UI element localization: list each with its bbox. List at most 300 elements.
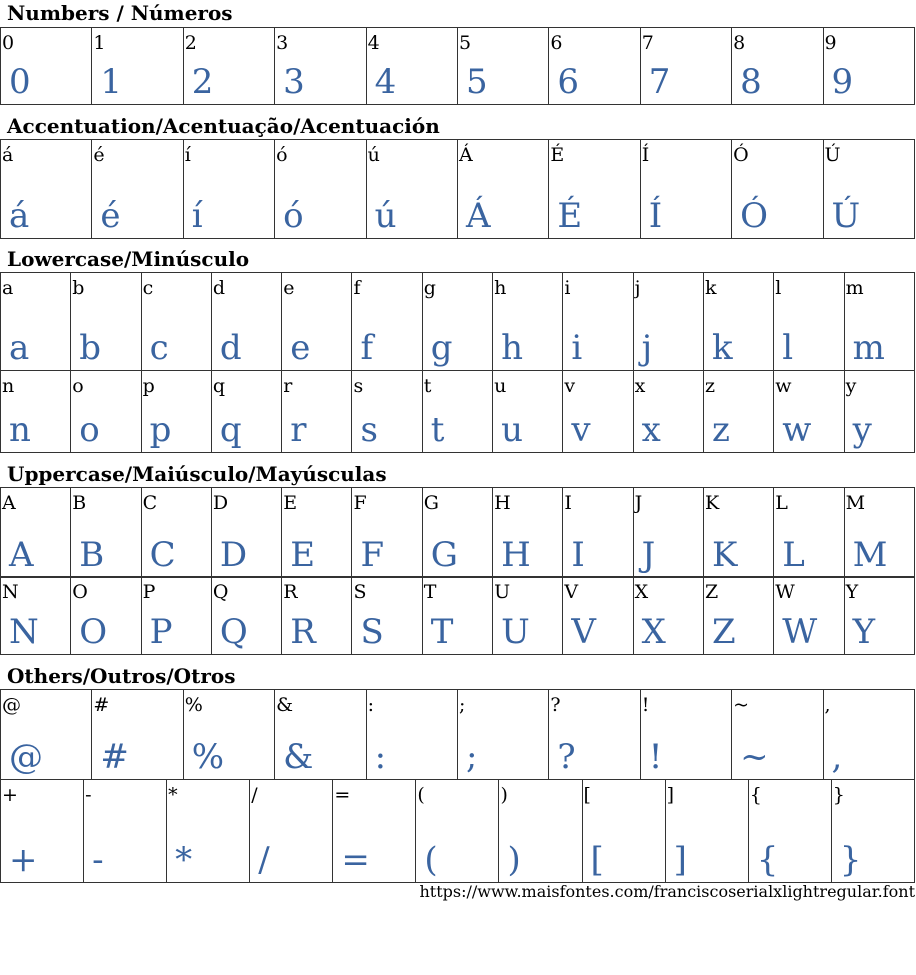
glyph-sample: I — [571, 535, 585, 575]
glyph-cell — [422, 577, 492, 655]
glyph-row — [1, 690, 915, 780]
glyph-cell — [366, 28, 457, 105]
glyph-cell — [1, 690, 92, 780]
glyph-sample: u — [501, 410, 523, 450]
glyph-sample: 0 — [9, 62, 31, 102]
character-label: + — [2, 784, 18, 806]
character-label: ; — [458, 694, 466, 716]
glyph-cell — [563, 273, 633, 371]
glyph-cell — [92, 140, 183, 239]
character-label: Í — [641, 144, 650, 166]
glyph-sample: e — [290, 328, 311, 368]
section-title-others: Others/Outros/Otros — [7, 664, 236, 688]
uppercase-grid-row-2 — [0, 576, 915, 655]
character-label: 8 — [733, 32, 746, 54]
glyph-cell — [352, 488, 422, 578]
glyph-cell — [633, 273, 703, 371]
numbers-grid — [0, 27, 915, 105]
character-label: g — [423, 277, 436, 299]
glyph-row — [1, 371, 915, 453]
glyph-cell — [211, 488, 281, 578]
glyph-row — [1, 577, 915, 655]
glyph-sample: W — [782, 612, 818, 652]
glyph-cell — [493, 577, 563, 655]
glyph-sample: { — [756, 840, 779, 880]
glyph-cell — [563, 371, 633, 453]
character-label: [ — [583, 784, 591, 806]
glyph-sample: X — [641, 612, 666, 652]
character-label: % — [184, 694, 203, 716]
glyph-sample: 5 — [465, 62, 488, 102]
glyph-sample: o — [79, 410, 100, 450]
glyph-sample: 3 — [283, 62, 305, 102]
glyph-cell — [633, 371, 703, 453]
character-label: e — [283, 277, 295, 299]
character-label: 1 — [93, 32, 106, 54]
character-label: 5 — [458, 32, 472, 54]
glyph-sample: i — [571, 328, 583, 368]
glyph-cell — [823, 690, 914, 780]
glyph-cell — [844, 577, 914, 655]
glyph-sample: g — [430, 328, 453, 368]
glyph-cell — [71, 577, 141, 655]
character-label: H — [494, 492, 511, 514]
character-label: ] — [666, 784, 675, 806]
glyph-cell — [549, 140, 640, 239]
character-label: n — [2, 375, 15, 397]
glyph-sample: r — [290, 410, 307, 450]
glyph-sample: ú — [374, 196, 397, 236]
character-label: é — [93, 144, 105, 166]
character-label: P — [142, 581, 156, 603]
glyph-cell — [275, 140, 366, 239]
glyph-cell — [633, 577, 703, 655]
glyph-sample: S — [360, 612, 384, 652]
glyph-sample: = — [341, 840, 370, 880]
glyph-sample: h — [501, 328, 523, 368]
glyph-sample: Ó — [740, 196, 768, 236]
character-label: í — [184, 144, 191, 166]
character-label: w — [775, 375, 792, 397]
glyph-cell — [493, 488, 563, 578]
glyph-sample: ! — [648, 737, 663, 777]
glyph-cell — [141, 273, 211, 371]
glyph-sample: d — [219, 328, 242, 368]
character-label: - — [85, 784, 92, 806]
glyph-sample: E — [290, 535, 316, 575]
glyph-sample: / — [258, 840, 270, 880]
character-label: Á — [458, 144, 473, 166]
glyph-cell — [499, 780, 582, 883]
section-title-numbers: Numbers / Números — [7, 1, 233, 25]
glyph-sample: 9 — [831, 62, 854, 102]
glyph-cell — [1, 577, 71, 655]
glyph-sample: + — [9, 840, 38, 880]
glyph-sample: } — [839, 840, 862, 880]
character-label: ) — [500, 784, 508, 806]
lowercase-grid-row-1 — [0, 272, 915, 371]
character-label: q — [212, 375, 226, 397]
character-label: d — [212, 277, 226, 299]
character-label: ( — [417, 784, 425, 806]
glyph-cell — [563, 488, 633, 578]
character-label: K — [704, 492, 720, 514]
glyph-sample: z — [711, 410, 730, 450]
glyph-sample: Í — [648, 196, 663, 236]
glyph-sample: y — [852, 410, 872, 450]
glyph-cell — [823, 140, 914, 239]
character-label: h — [494, 277, 507, 299]
character-label: ? — [550, 694, 561, 716]
glyph-cell — [250, 780, 333, 883]
lowercase-grid-row-2 — [0, 370, 915, 453]
glyph-sample: ] — [673, 840, 687, 880]
glyph-sample: P — [149, 612, 173, 652]
glyph-sample: @ — [9, 737, 43, 777]
glyph-cell — [282, 488, 352, 578]
glyph-cell — [1, 488, 71, 578]
character-label: F — [353, 492, 367, 514]
character-label: Ú — [824, 144, 841, 166]
glyph-sample: B — [79, 535, 105, 575]
glyph-cell — [416, 780, 499, 883]
glyph-cell — [211, 577, 281, 655]
glyph-cell — [457, 690, 548, 780]
glyph-cell — [844, 371, 914, 453]
glyph-sample: c — [149, 328, 169, 368]
glyph-cell — [774, 488, 844, 578]
glyph-sample: # — [100, 737, 129, 777]
footer-url: https://www.maisfontes.com/franciscoserialxlightregular.font — [419, 882, 915, 901]
glyph-sample: : — [374, 737, 387, 777]
glyph-cell — [141, 488, 211, 578]
character-label: ! — [641, 694, 650, 716]
glyph-sample: D — [219, 535, 248, 575]
character-label: i — [564, 277, 571, 299]
glyph-cell — [774, 371, 844, 453]
glyph-cell — [183, 690, 274, 780]
character-label: S — [353, 581, 367, 603]
glyph-sample: p — [149, 410, 172, 450]
glyph-cell — [703, 577, 773, 655]
glyph-cell — [457, 28, 548, 105]
character-label: Q — [212, 581, 229, 603]
character-label: : — [367, 694, 374, 716]
glyph-cell — [1, 780, 84, 883]
character-label: A — [2, 492, 16, 514]
glyph-cell — [1, 371, 71, 453]
glyph-sample: 6 — [557, 62, 579, 102]
glyph-sample: C — [149, 535, 176, 575]
character-label: T — [423, 581, 437, 603]
glyph-cell — [823, 28, 914, 105]
character-label: C — [142, 492, 158, 514]
glyph-sample: * — [175, 840, 193, 880]
glyph-cell — [640, 140, 731, 239]
character-label: ~ — [733, 694, 750, 716]
character-label: = — [334, 784, 351, 806]
glyph-sample: 8 — [740, 62, 762, 102]
character-label: u — [494, 375, 507, 397]
glyph-cell — [844, 488, 914, 578]
glyph-cell — [366, 690, 457, 780]
character-label: R — [283, 581, 298, 603]
character-label: O — [72, 581, 88, 603]
glyph-sample: T — [430, 612, 454, 652]
glyph-sample: , — [831, 737, 843, 777]
character-label: 0 — [2, 32, 15, 54]
glyph-sample: á — [9, 196, 30, 236]
glyph-cell — [831, 780, 914, 883]
glyph-cell — [1, 28, 92, 105]
uppercase-grid-row-1 — [0, 487, 915, 578]
character-label: W — [775, 581, 795, 603]
glyph-sample: ) — [507, 840, 521, 880]
glyph-cell — [1, 140, 92, 239]
glyph-sample: í — [191, 196, 203, 236]
glyph-cell — [366, 140, 457, 239]
glyph-cell — [703, 488, 773, 578]
glyph-cell — [774, 273, 844, 371]
glyph-cell — [774, 577, 844, 655]
glyph-sample: R — [290, 612, 316, 652]
glyph-sample: é — [100, 196, 121, 236]
glyph-sample: t — [430, 410, 445, 450]
character-label: M — [845, 492, 866, 514]
accentuation-grid — [0, 139, 915, 239]
character-label: ú — [367, 144, 380, 166]
glyph-cell — [275, 28, 366, 105]
glyph-cell — [275, 690, 366, 780]
glyph-sample: U — [501, 612, 530, 652]
character-label: m — [845, 277, 864, 299]
glyph-row — [1, 140, 915, 239]
glyph-cell — [352, 371, 422, 453]
character-label: j — [634, 277, 641, 299]
glyph-sample: 7 — [648, 62, 671, 102]
glyph-cell — [422, 371, 492, 453]
glyph-cell — [703, 273, 773, 371]
glyph-cell — [333, 780, 416, 883]
glyph-cell — [84, 780, 167, 883]
glyph-sample: - — [92, 840, 104, 880]
glyph-sample: O — [79, 612, 108, 652]
glyph-cell — [748, 780, 831, 883]
glyph-sample: K — [711, 535, 738, 575]
glyph-cell — [71, 273, 141, 371]
glyph-cell — [422, 273, 492, 371]
character-label: k — [704, 277, 717, 299]
glyph-sample: ? — [557, 737, 576, 777]
glyph-sample: s — [360, 410, 378, 450]
character-label: D — [212, 492, 229, 514]
glyph-sample: É — [557, 196, 583, 236]
character-label: N — [2, 581, 19, 603]
glyph-sample: 1 — [100, 62, 123, 102]
character-label: , — [824, 694, 831, 716]
glyph-sample: q — [219, 410, 242, 450]
glyph-cell — [92, 28, 183, 105]
glyph-sample: ; — [465, 737, 478, 777]
character-label: 2 — [184, 32, 197, 54]
glyph-row — [1, 273, 915, 371]
section-title-uppercase: Uppercase/Maiúsculo/Mayúsculas — [7, 462, 387, 486]
glyph-sample: Q — [219, 612, 248, 652]
glyph-cell — [352, 273, 422, 371]
glyph-sample: Y — [852, 612, 876, 652]
character-label: y — [845, 375, 857, 397]
others-grid-row-1 — [0, 689, 915, 780]
glyph-cell — [732, 28, 823, 105]
character-label: c — [142, 277, 154, 299]
character-label: t — [423, 375, 432, 397]
character-label: ó — [276, 144, 288, 166]
character-label: 6 — [550, 32, 563, 54]
character-label: f — [353, 277, 361, 299]
glyph-sample: a — [9, 328, 30, 368]
glyph-sample: Á — [465, 196, 491, 236]
glyph-sample: v — [571, 410, 591, 450]
glyph-sample: G — [430, 535, 458, 575]
character-label: * — [168, 784, 178, 806]
glyph-cell — [141, 577, 211, 655]
glyph-sample: ( — [424, 840, 438, 880]
others-grid-row-2 — [0, 779, 915, 883]
glyph-sample: Z — [711, 612, 736, 652]
glyph-cell — [71, 371, 141, 453]
character-label: a — [2, 277, 14, 299]
glyph-cell — [703, 371, 773, 453]
character-label: L — [775, 492, 788, 514]
glyph-row — [1, 780, 915, 883]
character-label: É — [550, 144, 565, 166]
character-label: { — [749, 784, 762, 806]
character-label: X — [634, 581, 649, 603]
character-label: 7 — [641, 32, 654, 54]
glyph-sample: m — [852, 328, 885, 368]
character-label: Ó — [733, 144, 749, 166]
glyph-cell — [549, 690, 640, 780]
glyph-cell — [183, 140, 274, 239]
glyph-cell — [582, 780, 665, 883]
glyph-sample: l — [782, 328, 794, 368]
character-label: E — [283, 492, 298, 514]
character-label: r — [283, 375, 293, 397]
glyph-cell — [665, 780, 748, 883]
glyph-cell — [844, 273, 914, 371]
glyph-sample: F — [360, 535, 385, 575]
glyph-sample: k — [711, 328, 733, 368]
glyph-cell — [493, 371, 563, 453]
glyph-cell — [457, 140, 548, 239]
glyph-sample: ó — [283, 196, 304, 236]
character-label: l — [775, 277, 782, 299]
glyph-cell — [633, 488, 703, 578]
character-label: G — [423, 492, 439, 514]
character-label: b — [72, 277, 85, 299]
character-label: z — [704, 375, 715, 397]
glyph-cell — [282, 371, 352, 453]
glyph-sample: L — [782, 535, 805, 575]
glyph-sample: H — [501, 535, 531, 575]
section-title-accentuation: Accentuation/Acentuação/Acentuación — [7, 114, 440, 138]
section-title-lowercase: Lowercase/Minúsculo — [7, 247, 250, 271]
character-label: s — [353, 375, 364, 397]
glyph-cell — [71, 488, 141, 578]
character-label: I — [564, 492, 572, 514]
glyph-cell — [92, 690, 183, 780]
glyph-cell — [211, 371, 281, 453]
glyph-cell — [1, 273, 71, 371]
glyph-cell — [183, 28, 274, 105]
glyph-cell — [640, 690, 731, 780]
character-label: v — [564, 375, 576, 397]
glyph-row — [1, 488, 915, 578]
glyph-cell — [282, 577, 352, 655]
glyph-cell — [493, 273, 563, 371]
glyph-sample: V — [571, 612, 596, 652]
glyph-sample: w — [782, 410, 812, 450]
character-label: Y — [845, 581, 859, 603]
character-label: p — [142, 375, 155, 397]
character-label: B — [72, 492, 87, 514]
glyph-row — [1, 28, 915, 105]
glyph-sample: & — [283, 737, 314, 777]
character-label: J — [634, 492, 643, 514]
glyph-sample: 2 — [191, 62, 214, 102]
glyph-cell — [640, 28, 731, 105]
character-label: x — [634, 375, 646, 397]
glyph-sample: n — [9, 410, 31, 450]
character-label: 9 — [824, 32, 837, 54]
glyph-cell — [167, 780, 250, 883]
character-label: / — [251, 784, 258, 806]
glyph-sample: N — [9, 612, 39, 652]
glyph-sample: 4 — [374, 62, 397, 102]
character-label: á — [2, 144, 14, 166]
glyph-sample: x — [641, 410, 661, 450]
glyph-cell — [549, 28, 640, 105]
glyph-sample: b — [79, 328, 102, 368]
character-label: Z — [704, 581, 719, 603]
character-label: o — [72, 375, 84, 397]
glyph-sample: j — [641, 328, 653, 368]
glyph-sample: M — [852, 535, 888, 575]
glyph-cell — [732, 690, 823, 780]
character-label: # — [93, 694, 110, 716]
glyph-sample: f — [360, 328, 374, 368]
glyph-cell — [211, 273, 281, 371]
glyph-cell — [422, 488, 492, 578]
glyph-sample: Ú — [831, 196, 861, 236]
glyph-cell — [141, 371, 211, 453]
glyph-sample: % — [191, 737, 225, 777]
glyph-sample: ~ — [740, 737, 769, 777]
character-label: 4 — [367, 32, 380, 54]
glyph-cell — [732, 140, 823, 239]
character-label: @ — [2, 694, 21, 716]
character-label: } — [832, 784, 845, 806]
glyph-cell — [352, 577, 422, 655]
glyph-sample: J — [641, 535, 656, 575]
glyph-cell — [282, 273, 352, 371]
character-label: 3 — [276, 32, 289, 54]
glyph-sample: A — [9, 535, 34, 575]
character-label: & — [276, 694, 294, 716]
character-label: V — [564, 581, 579, 603]
character-label: U — [494, 581, 511, 603]
glyph-cell — [563, 577, 633, 655]
